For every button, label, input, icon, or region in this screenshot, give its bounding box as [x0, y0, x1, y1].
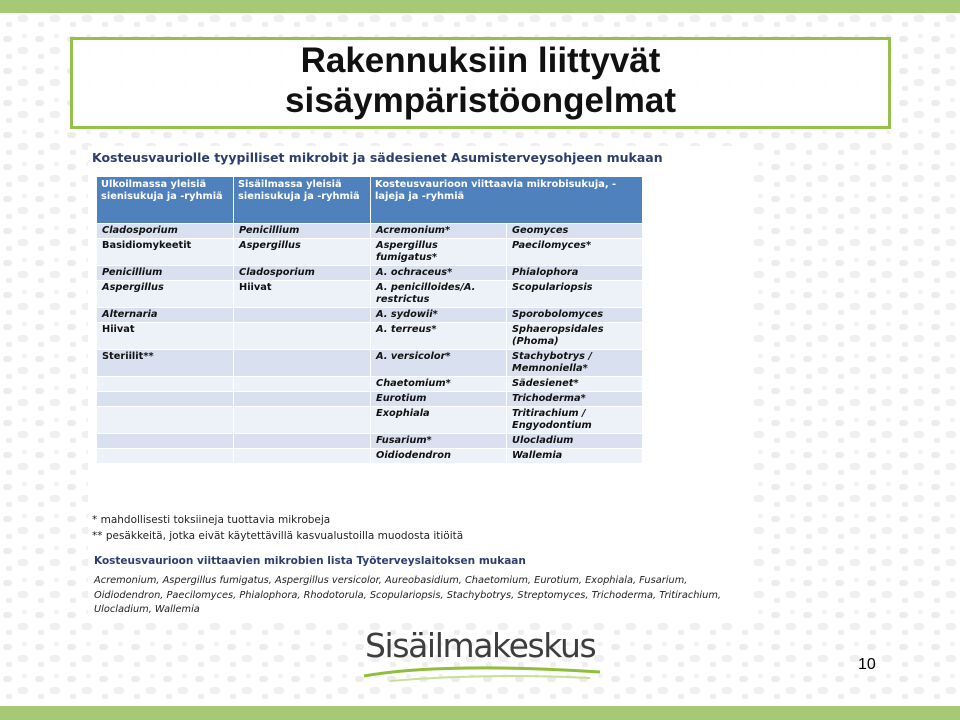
table-cell — [97, 392, 234, 407]
table-row — [97, 224, 643, 239]
header-moisture-damage: Kosteusvaurioon viittaavia mikrobisukuja, - lajeja ja -ryhmiä — [371, 177, 643, 224]
table-header-row — [97, 177, 643, 224]
table-row — [97, 281, 643, 308]
table-cell: Aspergillus — [97, 281, 234, 308]
table-cell — [97, 377, 234, 392]
table-cell: Sphaeropsidales (Phoma) — [507, 323, 643, 350]
table-cell: A. sydowii* — [371, 308, 507, 323]
footnote-1: * mahdollisesti toksiineja tuottavia mikrobeja — [92, 514, 331, 526]
table-cell: Basidiomykeetit — [97, 239, 234, 266]
table-row — [97, 323, 643, 350]
table-row — [97, 308, 643, 323]
top-green-band — [0, 0, 960, 13]
table-cell — [234, 377, 371, 392]
table-cell: Sporobolomyces — [507, 308, 643, 323]
table-cell: Cladosporium — [97, 224, 234, 239]
slide-title-line-1: Rakennuksiin liittyvät — [300, 41, 661, 80]
table-cell: Hiivat — [234, 281, 371, 308]
table-row — [97, 392, 643, 407]
table-cell: Cladosporium — [234, 266, 371, 281]
header-indoor: Sisäilmassa yleisiä sienisukuja ja -ryhmiä — [234, 177, 371, 224]
table-cell: Chaetomium* — [371, 377, 507, 392]
table-row — [97, 449, 643, 464]
table-cell: Aspergillus fumigatus* — [371, 239, 507, 266]
table-row — [97, 239, 643, 266]
table-cell: Oidiodendron — [371, 449, 507, 464]
table-cell: Alternaria — [97, 308, 234, 323]
table-row — [97, 434, 643, 449]
table-cell: Exophiala — [371, 407, 507, 434]
table-cell: Aspergillus — [234, 239, 371, 266]
table-cell: Hiivat — [97, 323, 234, 350]
table-row — [97, 350, 643, 377]
table-cell: Sädesienet* — [507, 377, 643, 392]
table-cell: Phialophora — [507, 266, 643, 281]
table-cell — [234, 392, 371, 407]
table-cell: Geomyces — [507, 224, 643, 239]
table-row — [97, 266, 643, 281]
table-row — [97, 407, 643, 434]
table-cell: Stachybotrys / Memnoniella* — [507, 350, 643, 377]
table-cell: Acremonium* — [371, 224, 507, 239]
table-cell — [234, 434, 371, 449]
page-number: 10 — [858, 656, 876, 673]
table-cell: Wallemia — [507, 449, 643, 464]
bottom-green-band — [0, 706, 960, 720]
slide-title-line-2: sisäympäristöongelmat — [285, 81, 676, 120]
table-cell — [234, 449, 371, 464]
table-cell: Penicillium — [234, 224, 371, 239]
table-cell: Tritirachium / Engyodontium — [507, 407, 643, 434]
table-cell: Trichoderma* — [507, 392, 643, 407]
table-heading: Kosteusvauriolle tyypilliset mikrobit ja sädesienet Asumisterveysohjeen mukaan — [92, 150, 663, 165]
table-cell: Ulocladium — [507, 434, 643, 449]
table-cell: Paecilomyces* — [507, 239, 643, 266]
title-box — [70, 37, 891, 129]
header-outdoor: Ulkoilmassa yleisiä sienisukuja ja -ryhmiä — [97, 177, 234, 224]
microbe-table — [96, 176, 643, 464]
table-cell: A. ochraceus* — [371, 266, 507, 281]
table-cell — [234, 323, 371, 350]
microbe-list: Acremonium, Aspergillus fumigatus, Aspergillus versicolor, Aureobasidium, Chaetomium, Eurotium, Exophiala, Fusarium, Oidiodendron, Paecilomyces, Phialophora, Rhodotorula, Scopulariopsis, Stachybotrys, Streptomyces, Trichoderma, Tritirachium, Ulocladium, Wallemia — [94, 575, 722, 615]
table-cell: Penicillium — [97, 266, 234, 281]
logo-swoosh-icon — [360, 664, 620, 684]
table-cell: Fusarium* — [371, 434, 507, 449]
table-cell — [234, 308, 371, 323]
sisailmakeskus-logo — [360, 620, 620, 686]
table-cell — [234, 407, 371, 434]
table-cell: Eurotium — [371, 392, 507, 407]
table-cell: A. terreus* — [371, 323, 507, 350]
table-cell — [97, 407, 234, 434]
table-cell — [234, 350, 371, 377]
table-cell — [97, 449, 234, 464]
table-cell — [97, 434, 234, 449]
table-cell: Scopulariopsis — [507, 281, 643, 308]
list-heading: Kosteusvaurioon viittaavien mikrobien lista Työterveyslaitoksen mukaan — [94, 555, 526, 567]
table-cell: A. versicolor* — [371, 350, 507, 377]
content-image — [88, 146, 748, 622]
table-cell: A. penicilloides/A. restrictus — [371, 281, 507, 308]
footnote-2: ** pesäkkeitä, jotka eivät käytettävillä kasvualustoilla muodosta itiöitä — [92, 530, 464, 542]
logo-text: Sisäilmakeskus — [365, 626, 596, 665]
table-row — [97, 377, 643, 392]
table-cell: Steriilit** — [97, 350, 234, 377]
